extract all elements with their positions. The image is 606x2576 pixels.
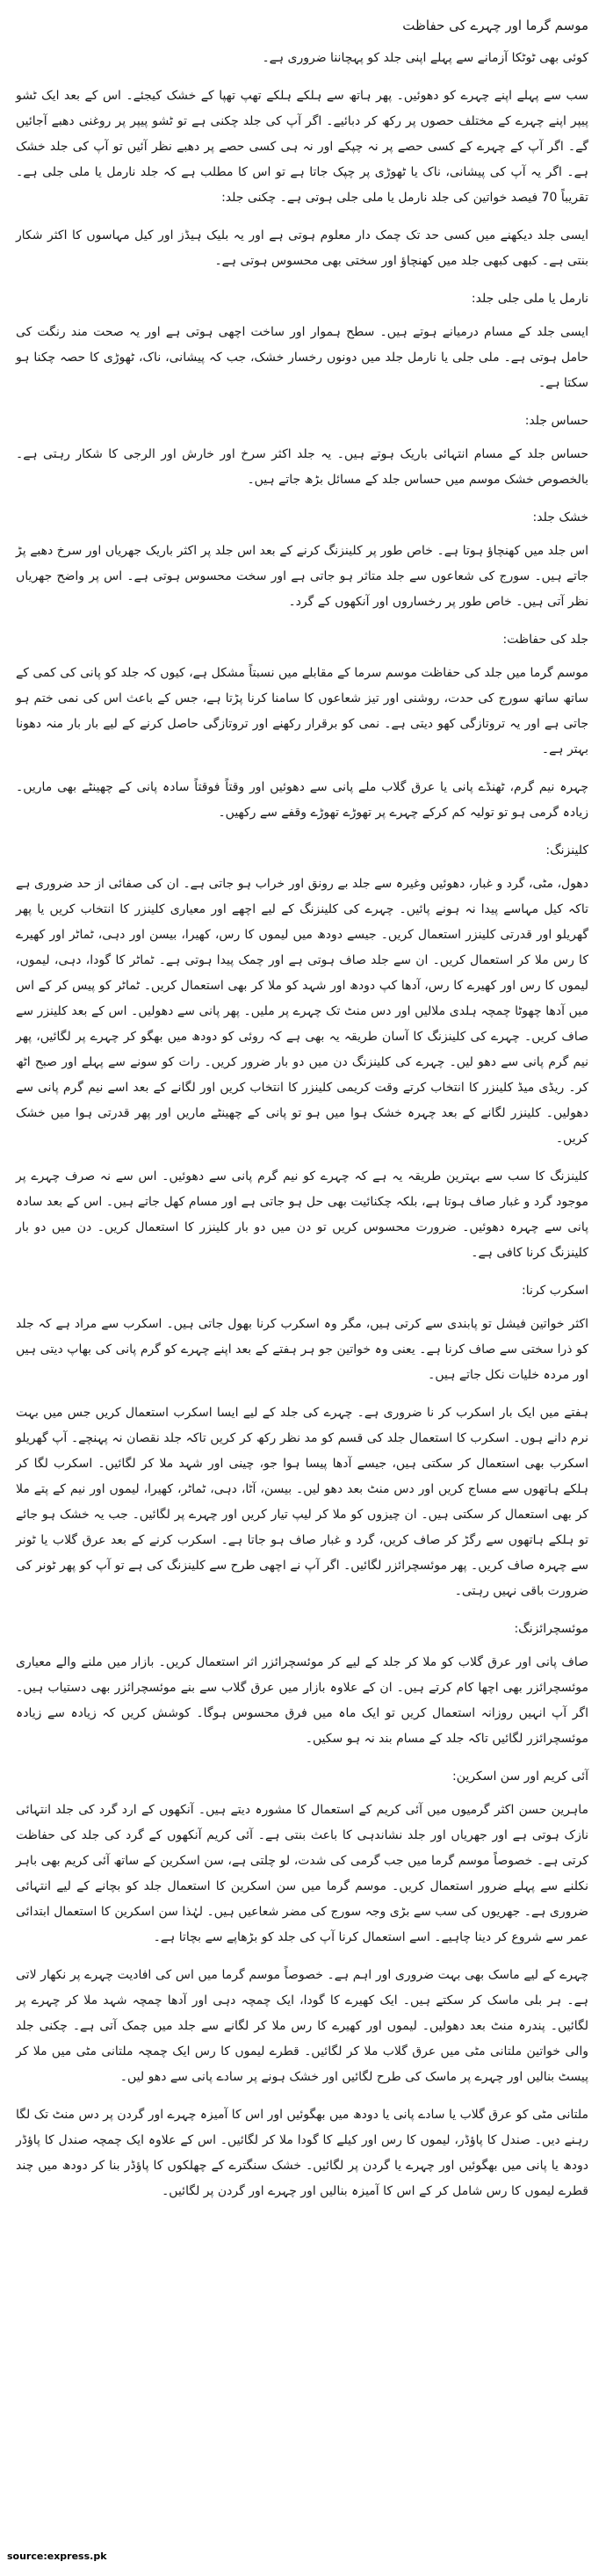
paragraph: اکثر خواتین فیشل تو پابندی سے کرتی ہیں، مگر وہ اسکرب کرنا بھول جاتی ہیں۔ اسکرب سے مراد ہے کہ جلد کو ذرا سختی سے صاف کرنا ہے۔ یعنی وہ خواتین جو ہر ہفتے کے بعد اپنے چہرے کو گرم پانی کی بھاپ دیتی ہیں اور مردہ خلیات نکل جاتے ہیں۔	[16, 1317, 588, 1382]
paragraph: چہرہ نیم گرم، ٹھنڈے پانی یا عرق گلاب ملے پانی سے دھوئیں اور وقتاً فوقتاً سادہ پانی کے چھینٹے بھی ماریں۔ زیادہ گرمی ہو تو تولیہ کم کرکے چہرے پر تھوڑے تھوڑے وقفے سے رکھیں۔	[16, 780, 588, 820]
section-heading: حساس جلد:	[524, 414, 588, 428]
paragraph: کوئی بھی ٹوٹکا آزمانے سے پہلے اپنی جلد کو پہچاننا ضروری ہے۔	[262, 51, 588, 65]
paragraph: ایسی جلد کے مسام درمیانے ہوتے ہیں۔ سطح ہموار اور ساخت اچھی ہوتی ہے اور یہ صحت مند رنگت کی حامل ہوتی ہے۔ ملی جلی یا نارمل جلد میں دونوں رخسار خشک، جب کہ پیشانی، ناک، ٹھوڑی کا حصہ چکنا ہو سکتا ہے۔	[16, 325, 588, 390]
source-credit: source:express.pk	[7, 2551, 107, 2562]
section-heading: آئی کریم اور سن اسکرین:	[451, 1769, 588, 1784]
section-heading: نارمل یا ملی جلی جلد:	[471, 292, 588, 306]
paragraph: چہرے کے لیے ماسک بھی بہت ضروری اور اہم ہے۔ خصوصاً موسم گرما میں اس کی افادیت چہرے پر نکھار لاتی ہے۔ ہر بلی ماسک کر سکتے ہیں۔ ایک کھیرے کا گودا، ایک چمچہ دہی اور آدھا چمچہ شہد ملا کر چہرے پر لگائیں۔ پندرہ منٹ بعد دھولیں۔ لیموں اور کھیرے کا رس ملا کر لگانے سے جلد میں چمک آتی ہے۔ چکنی جلد والی خواتین ملتانی مٹی میں عرق گلاب ملا کر لگائیں۔ قطرے لیموں کا رس ایک چمچہ ملتانی مٹی میں ملا کر پیسٹ بنالیں اور چہرے پر ماسک کی طرح لگائیں اور خشک ہونے پر سادے پانی سے دھو لیں۔	[16, 1968, 588, 2084]
paragraph: ہفتے میں ایک بار اسکرب کر نا ضروری ہے۔ چہرے کی جلد کے لیے ایسا اسکرب استعمال کریں جس میں بہت نرم دانے ہوں۔ اسکرب کا استعمال جلد کی قسم کو مد نظر رکھ کر کریں تاکہ جلد نقصان نہ پہنچے۔ آپ گھریلو اسکرب بھی استعمال کر سکتی ہیں، جیسے آدھا پیسا ہوا جو، چینی اور شہد ملا کر لگائیں۔ اسکرب لگا کر ہلکے ہاتھوں سے مساج کریں اور دس منٹ بعد دھو لیں۔ بیسن، آٹا، دہی، ٹماٹر، کھیرا، لیموں اور نیم کے پتے ملا کر بھی استعمال کر سکتی ہیں۔ ان چیزوں کو ملا کر لیپ تیار کریں اور چہرے پر لگائیں۔ جب یہ خشک ہو جائے تو ہلکے ہاتھوں سے رگڑ کر صاف کریں، گرد و غبار صاف ہو جاتا ہے۔ اسکرب کرنے کے بعد عرق گلاب یا ٹونر سے چہرہ صاف کریں۔ پھر موئسچرائزر لگائیں۔ اگر آپ نے اچھی طرح سے کلینزنگ کی ہے تو آپ کو پھر ٹونر کی ضرورت باقی نہیں رہتی۔	[16, 1406, 588, 1598]
paragraph: صاف پانی اور عرق گلاب کو ملا کر جلد کے لیے کر موئسچرائزر اثر استعمال کریں۔ بازار میں ملنے والے معیاری موئسچرائزر بھی اچھا کام کرتے ہیں۔ ان کے علاوہ بازار میں عرق گلاب سے بنے موئسچرائزر بھی دستیاب ہیں۔ اگر آپ انہیں روزانہ استعمال کریں تو ایک ماہ میں فرق محسوس ہوگا۔ کوشش کریں کہ زیادہ سے زیادہ موئسچرائزر لگائیں تاکہ جلد کے مسام بند نہ ہو سکیں۔	[16, 1655, 588, 1746]
paragraph: ماہرین حسن اکثر گرمیوں میں آئی کریم کے استعمال کا مشورہ دیتے ہیں۔ آنکھوں کے ارد گرد کی جلد انتہائی نازک ہوتی ہے اور جھریاں اور جلد نشاندہی کا باعث بنتی ہے۔ آئی کریم آنکھوں کے گرد کی جلد کی حفاظت کرتی ہے۔ خصوصاً موسم گرما میں جب گرمی کی شدت، لو چلتی ہے، سن اسکرین کے ساتھ آئی کریم بھی باہر نکلنے سے پہلے ضرور استعمال کریں۔ موسم گرما میں سن اسکرین کا استعمال جلد کو بچانے کے لیے انتہائی ضروری ہے۔ جھریوں کی سب سے بڑی وجہ سورج کی مضر شعاعیں ہیں۔ لہٰذا سن اسکرین کا استعمال ابتدائی عمر سے شروع کر دینا چاہیے۔ اسے استعمال کرنا آپ کی جلد کو بڑھاپے سے بچاتا ہے۔	[16, 1803, 588, 1944]
section-heading: کلینزنگ:	[545, 843, 588, 857]
paragraph: اس جلد میں کھنچاؤ ہوتا ہے۔ خاص طور پر کلینزنگ کرنے کے بعد اس جلد پر اکثر باریک جھریاں اور سرخ دھبے پڑ جاتے ہیں۔ سورج کی شعاعوں سے جلد متاثر ہو جاتی ہے اور سخت محسوس ہوتی ہے۔ اس پر واضح جھریاں نظر آتی ہیں۔ خاص طور پر رخساروں اور آنکھوں کے گرد۔	[16, 544, 588, 609]
section-heading: اسکرب کرنا:	[522, 1284, 588, 1298]
section-heading: موئسچرائزنگ:	[514, 1622, 588, 1636]
article-title: موسم گرما اور چہرے کی حفاظت	[402, 18, 588, 33]
paragraph: ملتانی مٹی کو عرق گلاب یا سادے پانی یا دودھ میں بھگوئیں اور اس کا آمیزہ چہرے اور گردن پر دس منٹ تک لگا رہنے دیں۔ صندل کا پاؤڈر، لیموں کا رس اور کیلے کا گودا ملا کر لگائیں۔ اس کے علاوہ ایک چمچہ صندل کا پاؤڈر دودھ یا پانی میں بھگوئیں اور چہرے یا گردن پر لگائیں۔ خشک سنگترے کے چھلکوں کا پاؤڈر بنا کر دودھ میں چند قطرے لیموں کا رس شامل کر کے اس کا آمیزہ بنالیں اور چہرے اور گردن پر لگائیں۔	[15, 2108, 588, 2198]
paragraph: حساس جلد کے مسام انتہائی باریک ہوتے ہیں۔ یہ جلد اکثر سرخ اور خارش اور الرجی کا شکار رہتی ہے۔ بالخصوص خشک موسم میں حساس جلد کے مسائل بڑھ جاتے ہیں۔	[16, 447, 588, 487]
paragraph: ایسی جلد دیکھنے میں کسی حد تک چمک دار معلوم ہوتی ہے اور یہ بلیک ہیڈز اور کیل مہاسوں کا اکثر شکار بنتی ہے۔ کبھی کبھی جلد میں کھنچاؤ اور سختی بھی محسوس ہوتی ہے۔	[16, 228, 588, 268]
paragraph: دھول، مٹی، گرد و غبار، دھوئیں وغیرہ سے جلد بے رونق اور خراب ہو جاتی ہے۔ ان کی صفائی از حد ضروری ہے تاکہ کیل مہاسے پیدا نہ ہونے پائیں۔ چہرے کی کلینزنگ کے لیے اچھے اور معیاری کلینزر کا انتخاب کریں یا پھر گھریلو اور قدرتی کلینزر استعمال کریں۔ جیسے دودھ میں لیموں کا رس، کھیرا، بیسن اور دہی، ٹماٹر اور کھیرے کا رس ملا کر استعمال کریں۔ ان سے جلد صاف ہوتی ہے اور چمک پیدا ہوتی ہے۔ ٹماٹر کا گودا، دہی، لیموں، لیموں کا رس اور کھیرے کا رس، آدھا کپ دودھ اور شہد کو ملا کر بھی استعمال کریں۔ ٹماٹر کو پیس کر کے اس میں آدھا چھوٹا چمچہ ہلدی ملالیں اور دس منٹ تک چہرے پر ملیں۔ پھر پانی سے دھولیں۔ اس کے بعد کلینزر سے صاف کریں۔ چہرے کی کلینزنگ کا آسان طریقہ یہ بھی ہے کہ روئی کو دودھ میں بھگو کر چہرے پر لگائیں، پھر نیم گرم پانی سے دھو لیں۔ چہرے کی کلینزنگ دن میں دو بار ضرور کریں۔ رات کو سونے سے پہلے اور صبح اٹھ کر۔ ریڈی میڈ کلینزر کا انتخاب کرتے وقت کریمی کلینزر کا انتخاب کریں اور لگانے کے بعد اسے نیم گرم پانی سے دھولیں۔ کلینزر لگانے کے بعد چہرہ خشک ہوا میں ہو تو پانی کے چھینٹے ماریں اور پھر قدرتی ہوا میں خشک کریں۔	[16, 877, 588, 1146]
paragraph: موسم گرما میں جلد کی حفاظت موسم سرما کے مقابلے میں نسبتاً مشکل ہے، کیوں کہ جلد کو پانی کی کمی کے ساتھ ساتھ سورج کی حدت، روشنی اور تیز شعاعوں کا سامنا کرنا پڑتا ہے، جس کے باعث اس کی نمی ختم ہو جاتی ہے اور یہ تروتازگی کھو دیتی ہے۔ نمی کو برقرار رکھنے اور تروتازگی حاصل کرنے کے لیے بار بار منہ دھونا بہتر ہے۔	[16, 666, 588, 756]
paragraph: کلینزنگ کا سب سے بہترین طریقہ یہ ہے کہ چہرے کو نیم گرم پانی سے دھوئیں۔ اس سے نہ صرف چہرے پر موجود گرد و غبار صاف ہوتا ہے، بلکہ چکنائیت بھی حل ہو جاتی ہے اور مسام کھل جاتے ہیں۔ اس کے بعد سادہ پانی سے چہرہ دھوئیں۔ ضرورت محسوس کریں تو دن میں دو بار کلینزر کا استعمال کریں۔ دن میں دو بار کلینزنگ کرنا کافی ہے۔	[16, 1169, 588, 1260]
section-heading: خشک جلد:	[532, 510, 588, 525]
section-heading: جلد کی حفاظت:	[502, 633, 588, 647]
paragraph: سب سے پہلے اپنے چہرے کو دھوئیں۔ پھر ہاتھ سے ہلکے ہلکے تھپ تھپا کے خشک کیجئے۔ اس کے بعد ایک ٹشو پیپر اپنے چہرے کے مختلف حصوں پر رکھ کر دبائیے۔ اگر آپ کی جلد چکنی ہے تو ٹشو پیپر پر روغنی دھبے آجائیں گے۔ اگر آپ کے چہرے کے کسی حصے پر نہ چپکے اور نہ ہی کسی حصے پر دھبے نظر آئیں تو آپ کی جلد خشک ہے۔ اگر یہ آپ کی پیشانی، ناک یا ٹھوڑی پر چپک جاتا ہے تو اس کا مطلب ہے کہ جلد نارمل یا ملی جلی ہے۔ تقریباً 70 فیصد خواتین کی جلد نارمل یا ملی جلی ہوتی ہے۔ چکنی جلد:	[16, 89, 588, 205]
